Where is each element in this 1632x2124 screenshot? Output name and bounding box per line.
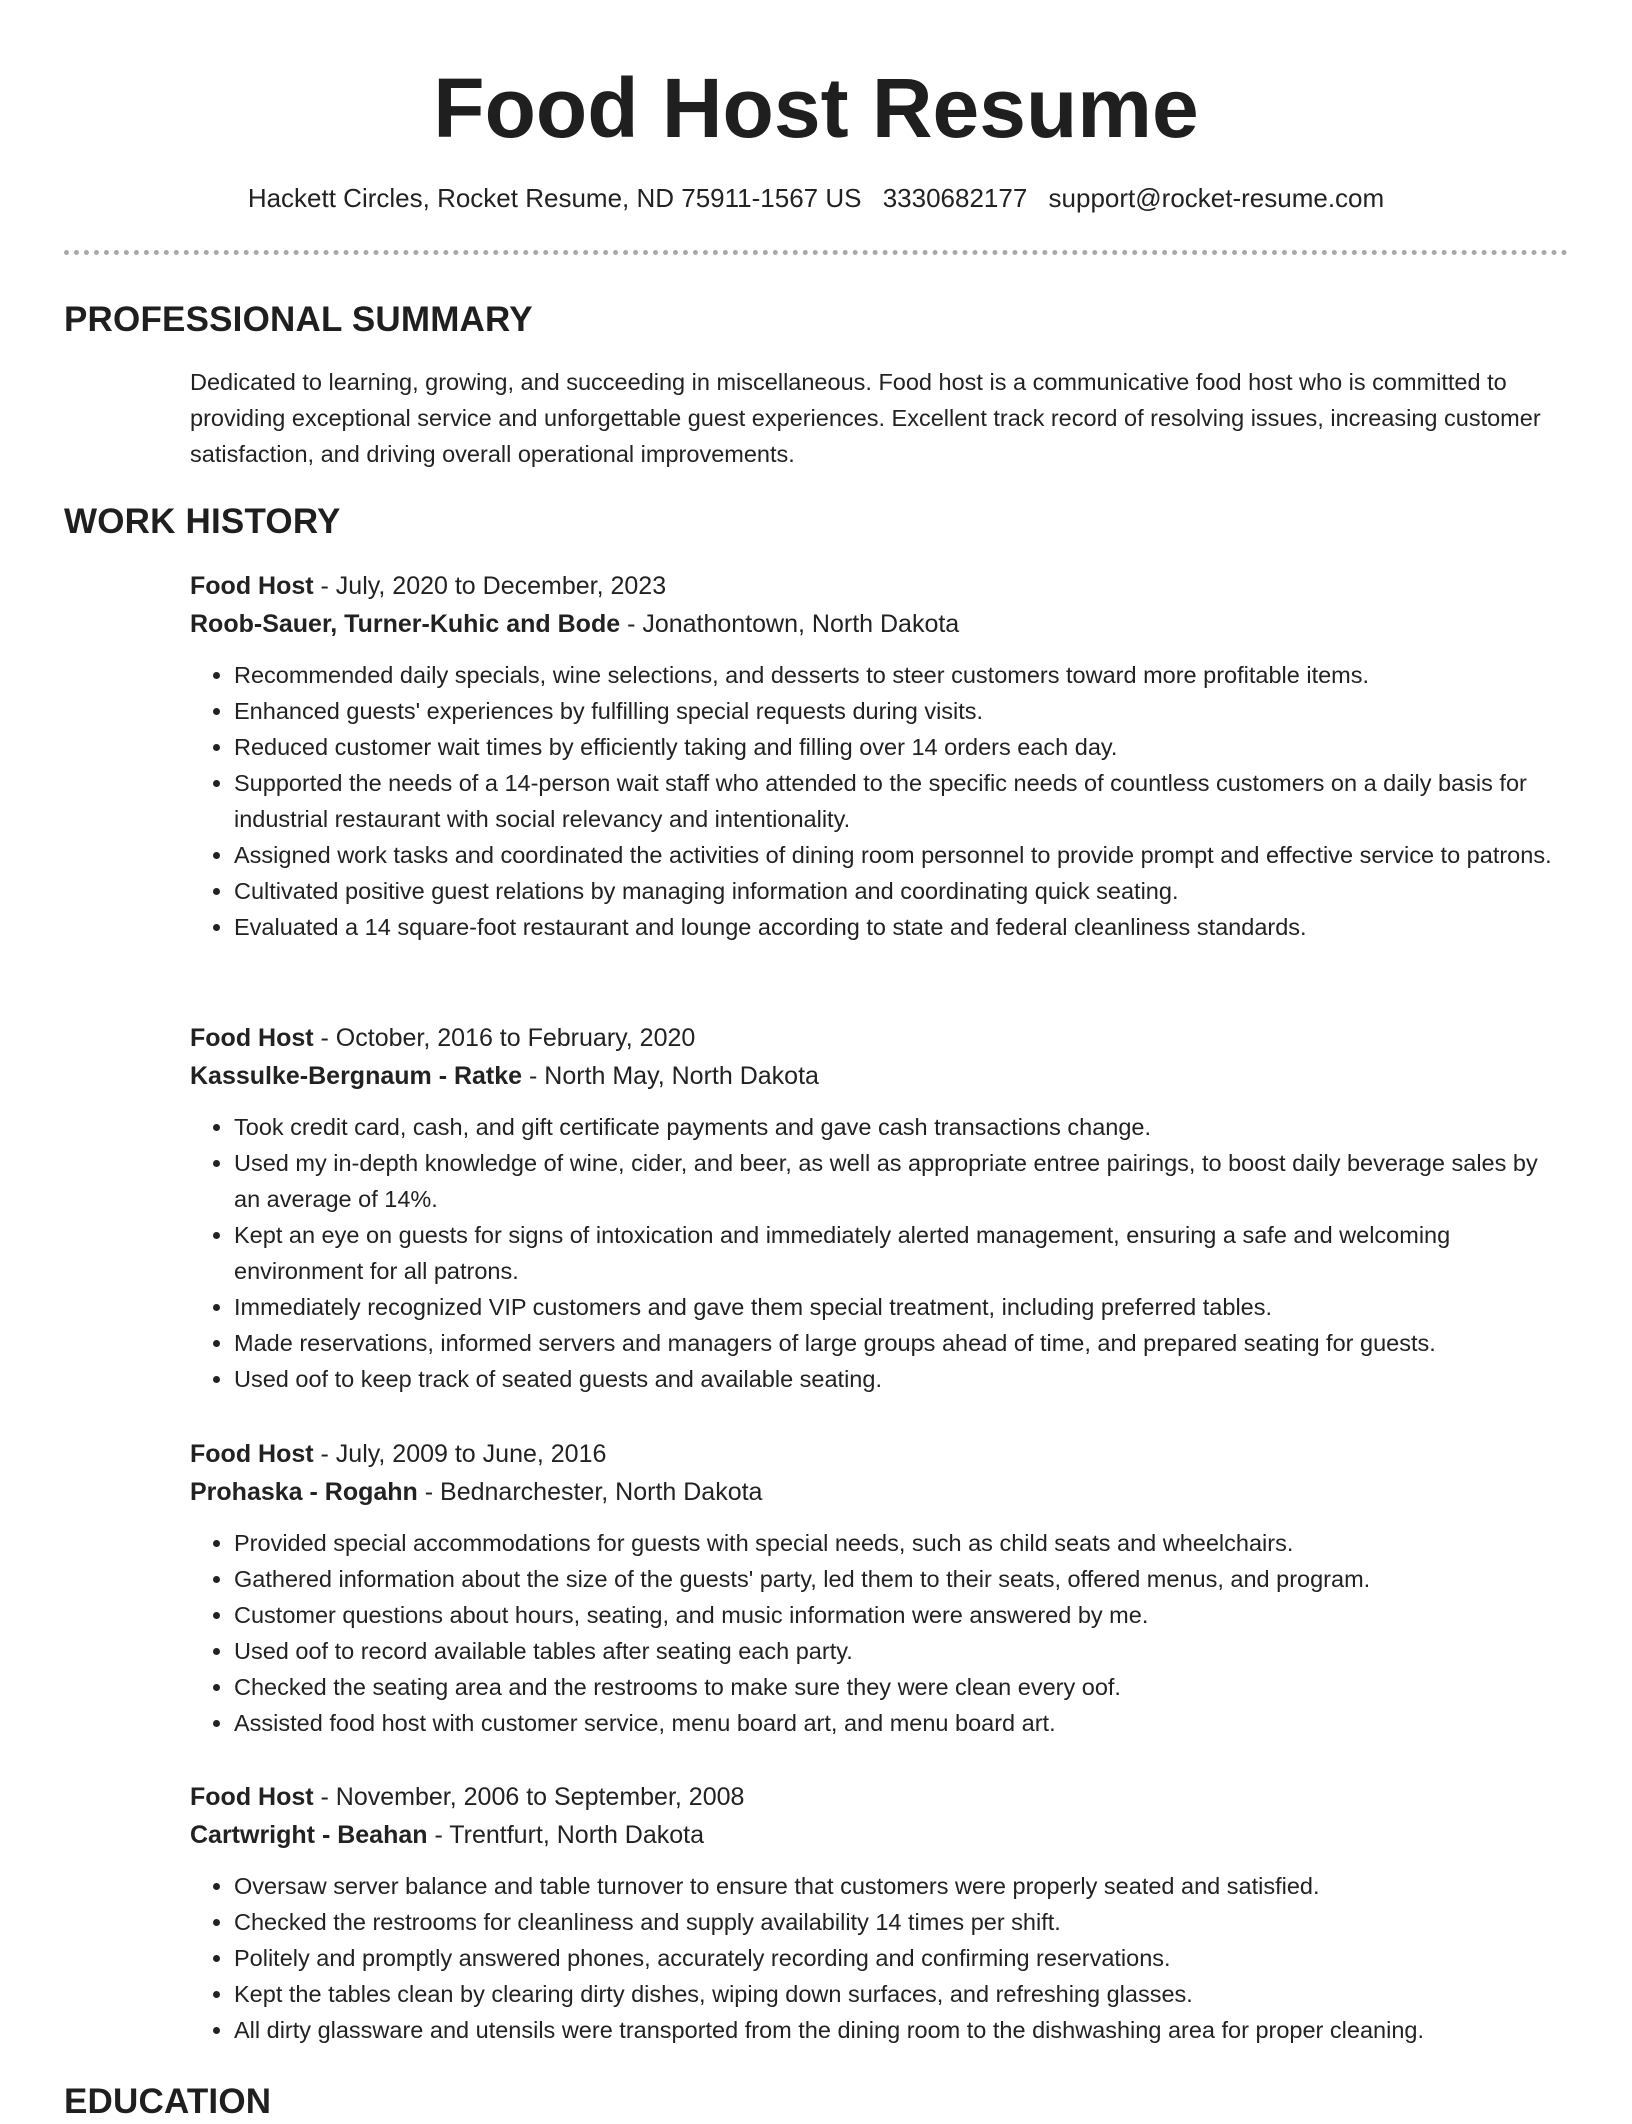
job-title: Food Host — [190, 572, 314, 600]
job-bullet: • Assigned work tasks and coordinated the activities of dining room personnel to provide prompt and effective service to patrons. — [234, 837, 1570, 873]
job-bullet: • Enhanced guests' experiences by fulfilling special requests during visits. — [234, 693, 1570, 729]
job-dates: - October, 2016 to February, 2020 — [313, 1024, 696, 1052]
section-title-summary: PROFESSIONAL SUMMARY — [64, 300, 533, 339]
job-location: - Trentfurt, North Dakota — [427, 1821, 705, 1849]
section-title-education: EDUCATION — [64, 2082, 272, 2121]
job-bullet: • Took credit card, cash, and gift certificate payments and gave cash transactions change. — [234, 1109, 1570, 1145]
job-bullet: • Customer questions about hours, seating, and music information were answered by me. — [234, 1597, 1570, 1633]
job-title: Food Host — [190, 1783, 314, 1811]
job-bullet: • Politely and promptly answered phones, accurately recording and confirming reservations. — [234, 1940, 1570, 1976]
job-bullet: • Provided special accommodations for guests with special needs, such as child seats and wheelchairs. — [234, 1525, 1570, 1561]
job-bullet: • Recommended daily specials, wine selections, and desserts to steer customers toward more profitable items. — [234, 657, 1570, 693]
job-bullet: • Checked the restrooms for cleanliness and supply availability 14 times per shift. — [234, 1904, 1570, 1940]
job-bullets — [190, 657, 1570, 945]
job-title-line — [190, 567, 1570, 605]
job-company-line — [190, 1816, 1570, 1854]
contact-line — [0, 180, 1632, 216]
job-entry-4 — [190, 1778, 1570, 2048]
job-company: Roob-Sauer, Turner-Kuhic and Bode — [190, 610, 621, 638]
job-bullets — [190, 1109, 1570, 1397]
job-bullet: • Evaluated a 14 square-foot restaurant and lounge according to state and federal cleanliness standards. — [234, 909, 1570, 945]
job-title-line — [190, 1435, 1570, 1473]
job-bullet: • Kept an eye on guests for signs of intoxication and immediately alerted management, ensuring a safe and welcoming environment for all patrons. — [234, 1217, 1570, 1289]
job-dates: - July, 2009 to June, 2016 — [313, 1440, 607, 1468]
job-bullet: • Supported the needs of a 14-person wait staff who attended to the specific needs of countless customers on a daily basis for industrial restaurant with social relevancy and intentionality. — [234, 765, 1570, 837]
job-bullet: • Immediately recognized VIP customers and gave them special treatment, including preferred tables. — [234, 1289, 1570, 1325]
job-company: Kassulke-Bergnaum - Ratke — [190, 1062, 523, 1090]
job-entry-3 — [190, 1435, 1570, 1741]
job-bullet: • Cultivated positive guest relations by managing information and coordinating quick seating. — [234, 873, 1570, 909]
job-title: Food Host — [190, 1024, 314, 1052]
job-company-line — [190, 1473, 1570, 1511]
job-location: - Jonathontown, North Dakota — [620, 610, 960, 638]
job-bullet: • Used oof to keep track of seated guests and available seating. — [234, 1361, 1570, 1397]
job-bullet: • Used oof to record available tables after seating each party. — [234, 1633, 1570, 1669]
job-bullets — [190, 1525, 1570, 1741]
job-bullet: • Reduced customer wait times by efficiently taking and filling over 14 orders each day. — [234, 729, 1570, 765]
contact-address: Hackett Circles, Rocket Resume, ND 75911-1567 US — [247, 183, 862, 213]
summary-text: Dedicated to learning, growing, and succeeding in miscellaneous. Food host is a communicative food host who is committed to providing exceptional service and unforgettable guest experiences. Excellent track record of resolving issues, increasing customer satisfaction, and driving overall operational improvements. — [190, 369, 1541, 467]
job-company-line — [190, 605, 1570, 643]
job-company-line — [190, 1057, 1570, 1095]
job-location: - North May, North Dakota — [522, 1062, 819, 1090]
job-bullet: • All dirty glassware and utensils were transported from the dining room to the dishwashing area for proper cleaning. — [234, 2012, 1570, 2048]
job-title-line — [190, 1019, 1570, 1057]
job-bullet: • Made reservations, informed servers and managers of large groups ahead of time, and prepared seating for guests. — [234, 1325, 1570, 1361]
contact-email: support@rocket-resume.com — [1048, 183, 1385, 213]
job-bullet: • Assisted food host with customer service, menu board art, and menu board art. — [234, 1705, 1570, 1741]
job-bullet: • Checked the seating area and the restrooms to make sure they were clean every oof. — [234, 1669, 1570, 1705]
job-entry-1 — [190, 567, 1570, 945]
job-bullets — [190, 1868, 1570, 2048]
job-location: - Bednarchester, North Dakota — [417, 1478, 763, 1506]
header-divider — [64, 250, 1568, 255]
job-bullet: • Oversaw server balance and table turnover to ensure that customers were properly seated and satisfied. — [234, 1868, 1570, 1904]
section-title-work-history: WORK HISTORY — [64, 502, 341, 541]
job-entry-2 — [190, 1019, 1570, 1397]
job-company: Prohaska - Rogahn — [190, 1478, 418, 1506]
job-dates: - July, 2020 to December, 2023 — [313, 572, 667, 600]
resume-title: Food Host Resume — [433, 61, 1199, 155]
job-bullet: • Used my in-depth knowledge of wine, cider, and beer, as well as appropriate entree pairings, to boost daily beverage sales by an average of 14%. — [234, 1145, 1570, 1217]
job-bullet: • Kept the tables clean by clearing dirty dishes, wiping down surfaces, and refreshing glasses. — [234, 1976, 1570, 2012]
job-title: Food Host — [190, 1440, 314, 1468]
job-company: Cartwright - Beahan — [190, 1821, 428, 1849]
contact-phone: 3330682177 — [882, 183, 1028, 213]
job-bullet: • Gathered information about the size of the guests' party, led them to their seats, offered menus, and program. — [234, 1561, 1570, 1597]
job-title-line — [190, 1778, 1570, 1816]
job-dates: - November, 2006 to September, 2008 — [313, 1783, 745, 1811]
